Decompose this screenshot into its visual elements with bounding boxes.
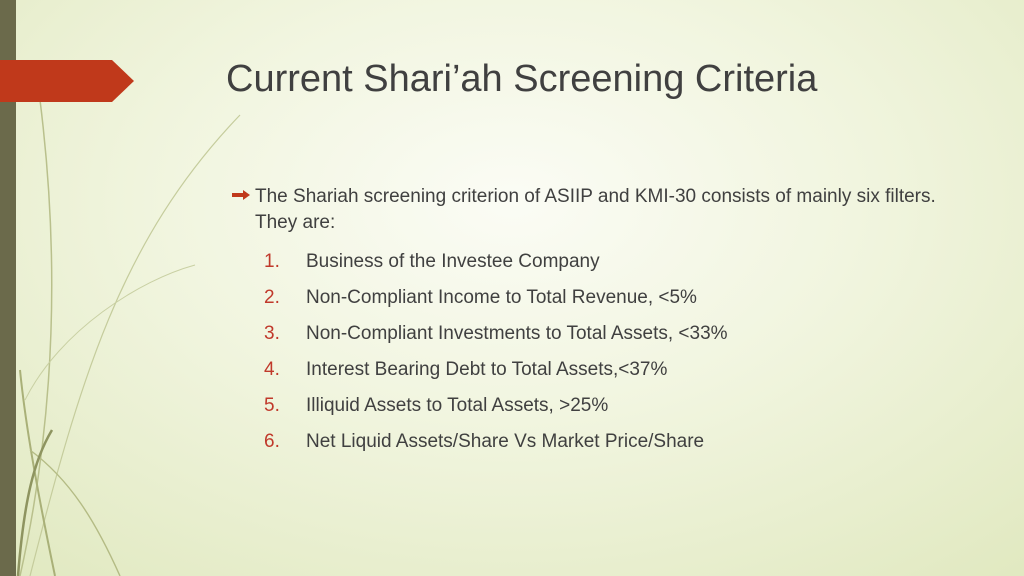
- list-item: [264, 352, 992, 388]
- list-item: [264, 316, 992, 352]
- item-number: 5.: [264, 395, 280, 416]
- item-number: 4.: [264, 359, 280, 380]
- item-number: 2.: [264, 287, 280, 308]
- slide-content: [232, 184, 992, 460]
- item-number: 3.: [264, 323, 280, 344]
- intro-text: The Shariah screening criterion of ASIIP and KMI-30 consists of mainly six filters. They are:: [255, 186, 936, 233]
- title-accent-tab: [0, 60, 134, 102]
- list-item: [264, 280, 992, 316]
- item-text: Non-Compliant Investments to Total Assets, <33%: [306, 323, 728, 344]
- item-text: Net Liquid Assets/Share Vs Market Price/Share: [306, 431, 705, 452]
- criteria-list: [232, 244, 992, 460]
- arrow-right-icon: [232, 190, 250, 200]
- item-text: Business of the Investee Company: [306, 251, 600, 272]
- intro-bullet: [232, 184, 992, 236]
- list-item: [264, 424, 992, 460]
- item-text: Interest Bearing Debt to Total Assets,<37%: [306, 359, 668, 380]
- item-text: Non-Compliant Income to Total Revenue, <5%: [306, 287, 697, 308]
- slide-title: Current Shari’ah Screening Criteria: [226, 58, 818, 100]
- item-number: 6.: [264, 431, 280, 452]
- list-item: [264, 388, 992, 424]
- item-text: Illiquid Assets to Total Assets, >25%: [306, 395, 609, 416]
- item-number: 1.: [264, 251, 280, 272]
- list-item: [264, 244, 992, 280]
